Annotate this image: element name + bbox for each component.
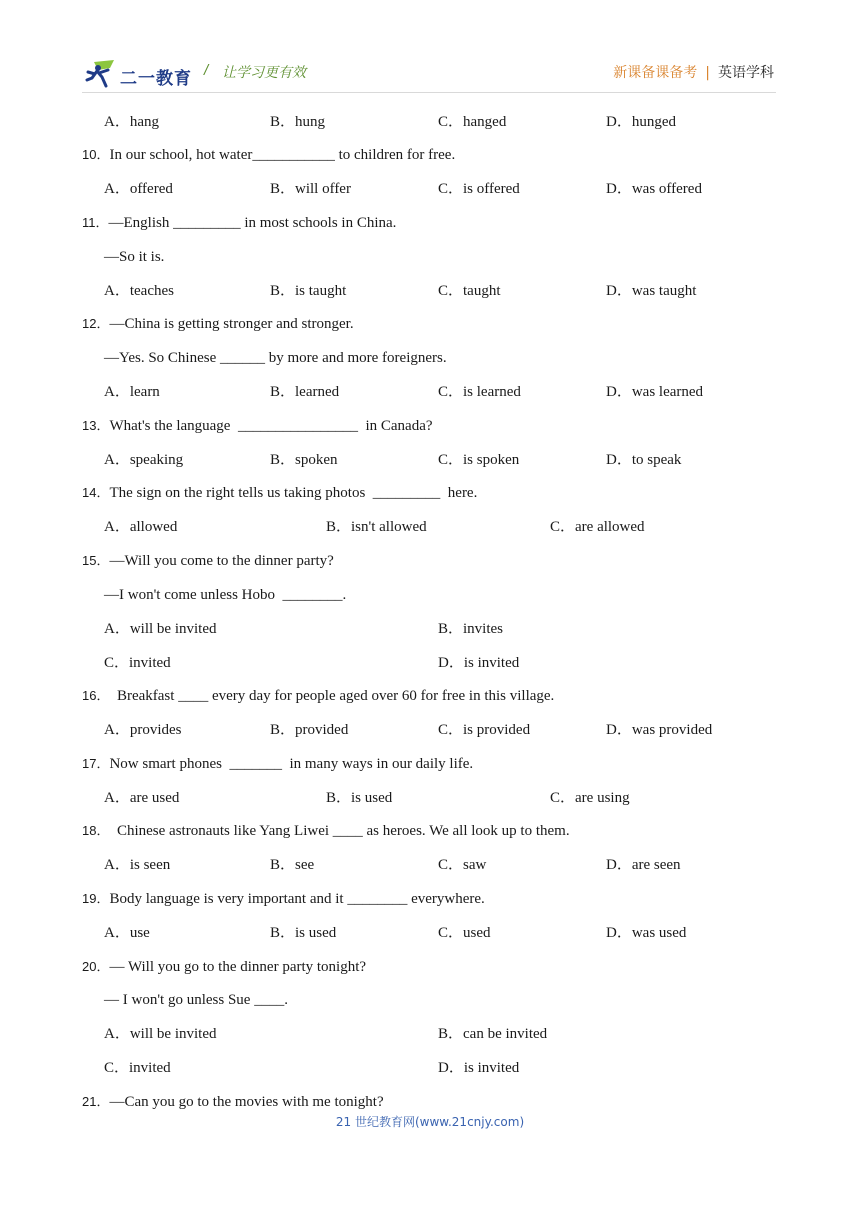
question-20 xyxy=(82,958,366,976)
question-text: What's the language ________________ in Canada? xyxy=(109,418,433,434)
option[interactable]: B．learned xyxy=(270,384,340,400)
option[interactable]: B．isn't allowed xyxy=(326,519,427,535)
question-number: 11． xyxy=(82,215,109,230)
option[interactable]: D．was used xyxy=(606,925,687,941)
option[interactable]: A．is seen xyxy=(104,857,171,873)
question-number: 12． xyxy=(82,316,110,331)
option[interactable]: C．invited xyxy=(104,655,171,671)
option[interactable]: A．learn xyxy=(104,384,160,400)
logo-text: 二一教育 xyxy=(120,69,192,88)
slogan: 让学习更有效 xyxy=(222,65,306,81)
option[interactable]: B．is used xyxy=(270,925,337,941)
question-15 xyxy=(82,552,334,570)
page-footer[interactable]: 21 世纪教育网(www.21cnjy.com) xyxy=(335,1115,525,1129)
option[interactable]: A．provides xyxy=(104,722,182,738)
question-number: 17． xyxy=(82,756,110,771)
option[interactable]: B．is used xyxy=(326,790,393,806)
slogan-separator: / xyxy=(204,62,209,79)
question-number: 13． xyxy=(82,418,110,433)
option[interactable]: D．hunged xyxy=(606,114,676,130)
option[interactable]: A．will be invited xyxy=(104,1026,217,1042)
option[interactable]: A．speaking xyxy=(104,452,184,468)
question-number: 18． xyxy=(82,823,110,838)
question-reply: —So it is. xyxy=(104,249,165,265)
question-text: —Will you come to the dinner party? xyxy=(109,553,334,569)
option[interactable]: C．taught xyxy=(438,283,501,299)
option[interactable]: C．are allowed xyxy=(550,519,645,535)
question-text: The sign on the right tells us taking photos _________ here. xyxy=(109,485,478,501)
question-number: 21． xyxy=(82,1094,110,1109)
option[interactable]: D．was offered xyxy=(606,181,702,197)
question-number: 20． xyxy=(82,959,110,974)
question-text: Chinese astronauts like Yang Liwei ____ as heroes. We all look up to them. xyxy=(109,823,570,839)
question-18 xyxy=(82,822,570,840)
question-14 xyxy=(82,484,477,502)
question-12 xyxy=(82,315,354,333)
header-right xyxy=(613,62,774,82)
option[interactable]: B．see xyxy=(270,857,315,873)
option[interactable]: D．are seen xyxy=(606,857,681,873)
header-divider: | xyxy=(705,65,710,81)
option[interactable]: C．is learned xyxy=(438,384,521,400)
option[interactable]: B．is taught xyxy=(270,283,347,299)
option[interactable]: C．saw xyxy=(438,857,487,873)
question-11 xyxy=(82,214,396,232)
header-rule xyxy=(82,92,776,93)
page-header xyxy=(0,0,860,100)
question-19 xyxy=(82,890,485,908)
option[interactable]: A．hang xyxy=(104,114,159,130)
option[interactable]: C．is spoken xyxy=(438,452,520,468)
option[interactable]: A．allowed xyxy=(104,519,178,535)
option[interactable]: D．was taught xyxy=(606,283,697,299)
option[interactable]: B．invites xyxy=(438,621,504,637)
header-subject-label: 英语学科 xyxy=(718,65,774,81)
question-text: —Can you go to the movies with me tonight? xyxy=(109,1094,384,1110)
question-number: 14． xyxy=(82,485,110,500)
question-text: —English _________ in most schools in China. xyxy=(108,215,397,231)
option[interactable]: C．is offered xyxy=(438,181,520,197)
question-reply: — I won't go unless Sue ____. xyxy=(104,992,288,1008)
question-16 xyxy=(82,687,554,705)
option[interactable]: C．hanged xyxy=(438,114,507,130)
question-10 xyxy=(82,146,455,164)
question-number: 16． xyxy=(82,688,110,703)
option[interactable]: D．was provided xyxy=(606,722,713,738)
question-text: Body language is very important and it ________ everywhere. xyxy=(109,891,485,907)
question-13 xyxy=(82,417,433,435)
question-21 xyxy=(82,1093,384,1111)
header-course-label: 新课备课备考 xyxy=(613,65,698,81)
option[interactable]: A．are used xyxy=(104,790,180,806)
question-text: —China is getting stronger and stronger. xyxy=(109,316,354,332)
option[interactable]: B．can be invited xyxy=(438,1026,548,1042)
option[interactable]: B．will offer xyxy=(270,181,351,197)
question-text: — Will you go to the dinner party tonight? xyxy=(109,959,367,975)
question-number: 19． xyxy=(82,891,110,906)
question-text: Now smart phones _______ in many ways in our daily life. xyxy=(109,756,474,772)
option[interactable]: A．will be invited xyxy=(104,621,217,637)
option[interactable]: A．offered xyxy=(104,181,173,197)
question-reply: —I won't come unless Hobo ________. xyxy=(104,587,347,603)
option[interactable]: D．is invited xyxy=(438,1060,520,1076)
question-reply: —Yes. So Chinese ______ by more and more foreigners. xyxy=(104,350,447,366)
question-number: 15． xyxy=(82,553,110,568)
option[interactable]: A．use xyxy=(104,925,150,941)
option[interactable]: D．was learned xyxy=(606,384,704,400)
question-text: In our school, hot water___________ to children for free. xyxy=(109,147,456,163)
option[interactable]: B．spoken xyxy=(270,452,338,468)
option[interactable]: A．teaches xyxy=(104,283,174,299)
question-17 xyxy=(82,755,473,773)
option[interactable]: D．to speak xyxy=(606,452,682,468)
option[interactable]: C．are using xyxy=(550,790,630,806)
option[interactable]: D．is invited xyxy=(438,655,520,671)
question-number: 10． xyxy=(82,147,110,162)
option[interactable]: C．used xyxy=(438,925,491,941)
option[interactable]: B．hung xyxy=(270,114,326,130)
question-text: Breakfast ____ every day for people aged over 60 for free in this village. xyxy=(109,688,555,704)
option[interactable]: C．is provided xyxy=(438,722,531,738)
option[interactable]: B．provided xyxy=(270,722,349,738)
option[interactable]: C．invited xyxy=(104,1060,171,1076)
